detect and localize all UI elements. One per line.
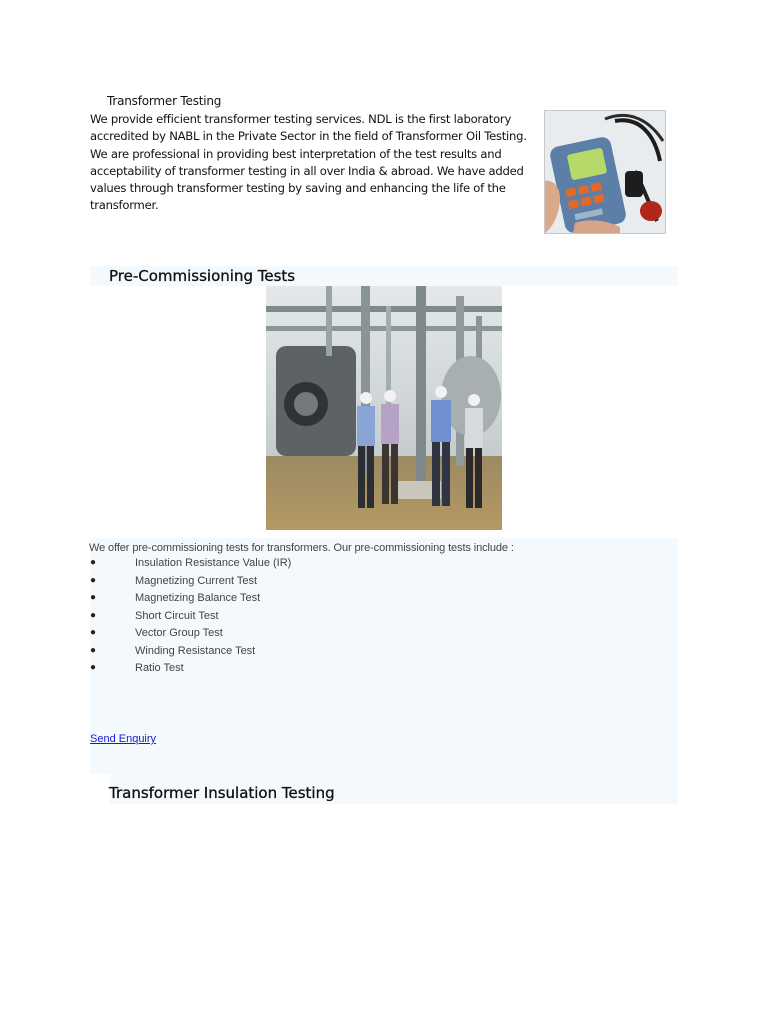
insulation-testing-heading: Transformer Insulation Testing	[109, 784, 335, 802]
test-label: Magnetizing Current Test	[135, 574, 258, 587]
meter-photo	[544, 110, 666, 234]
send-enquiry-link[interactable]: Send Enquiry	[90, 733, 157, 745]
test-label: Short Circuit Test	[135, 609, 219, 622]
bullet-icon: ●	[90, 557, 97, 568]
test-label: Winding Resistance Test	[135, 644, 256, 657]
intro-paragraph: We provide efficient transformer testing services. NDL is the first laboratory accredited by NABL in the Private Sector in the field of Transformer Oil Testing. We are professional in providing best interpretation of the test results and acceptability of transformer testing in all over India & abroad. We have added values through transformer testing by saving and enhancing the life of the transformer.	[90, 112, 527, 213]
test-label: Vector Group Test	[135, 627, 223, 639]
meter-illustration	[545, 111, 665, 233]
test-label: Insulation Resistance Value (IR)	[135, 557, 292, 569]
bullet-icon: ●	[90, 627, 97, 638]
test-label: Magnetizing Balance Test	[135, 592, 261, 604]
intro-title: Transformer Testing	[107, 94, 222, 108]
bullet-icon: ●	[90, 644, 97, 656]
bullet-icon: ●	[90, 574, 97, 586]
test-label: Ratio Test	[135, 662, 184, 674]
pre-commissioning-heading: Pre-Commissioning Tests	[109, 267, 296, 285]
site-photo	[266, 286, 502, 530]
pre-commissioning-intro: We offer pre-commissioning tests for transformers. Our pre-commissioning tests include :	[89, 542, 514, 554]
bullet-icon: ●	[90, 592, 97, 603]
bullet-icon: ●	[90, 662, 97, 673]
site-illustration	[266, 286, 502, 530]
bullet-icon: ●	[90, 609, 97, 621]
